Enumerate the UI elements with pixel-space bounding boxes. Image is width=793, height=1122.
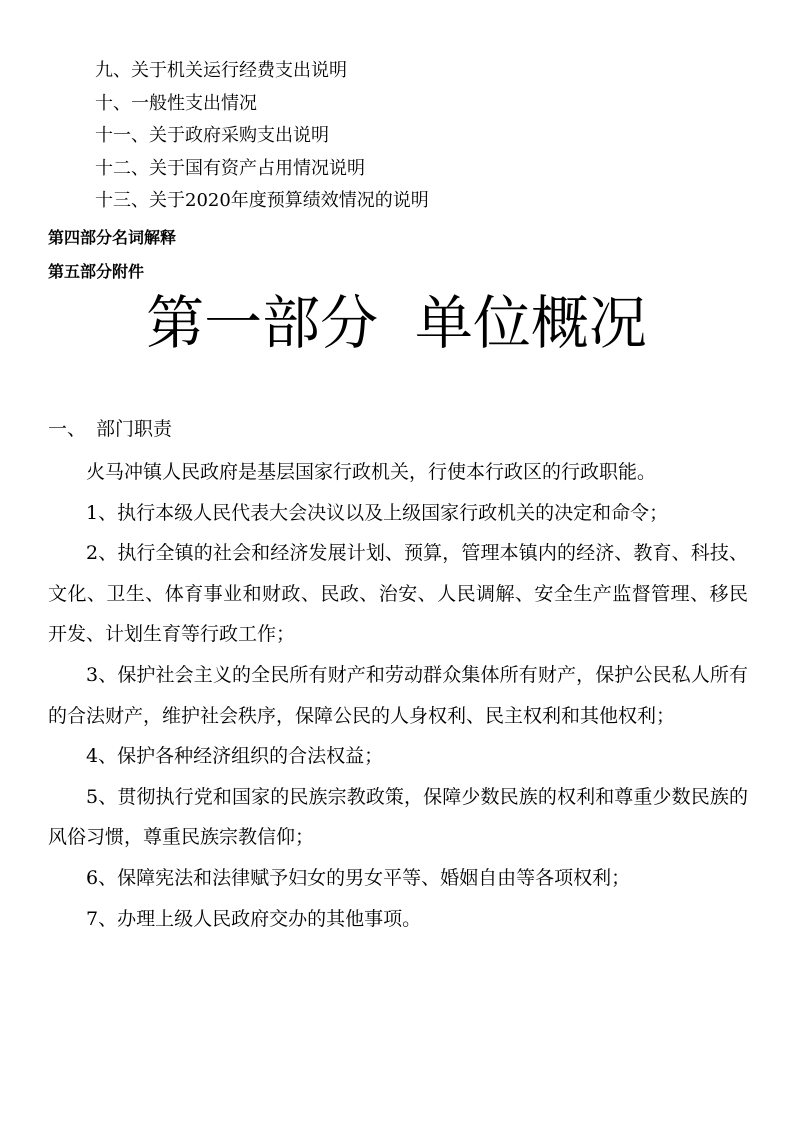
paragraph: 4、保护各种经济组织的合法权益；: [86, 745, 384, 768]
part-five-heading: 第五部分附件: [48, 262, 145, 281]
section-heading: [48, 416, 172, 442]
toc-item: 十二、关于国有资产占用情况说明: [95, 157, 365, 179]
section-title: 部门职责: [96, 418, 173, 440]
paragraph: 3、保护社会主义的全民所有财产和劳动群众集体所有财产，保护公民私人所有的合法财产，维护社会秩序，保障公民的人身权利、民主权利和其他权利；: [48, 663, 748, 727]
paragraph: 火马冲镇人民政府是基层国家行政机关，行使本行政区的行政职能。: [86, 461, 657, 483]
paragraph: 5、贯彻执行党和国家的民族宗教政策，保障少数民族的权利和尊重少数民族的风俗习惯，尊重民族宗教信仰；: [48, 785, 748, 849]
paragraph: 6、保障宪法和法律赋予妇女的男女平等、婚姻自由等各项权利；: [86, 866, 631, 889]
toc-item: 十、一般性支出情况: [95, 92, 257, 114]
paragraph: 1、执行本级人民代表大会决议以及上级国家行政机关的决定和命令；: [86, 501, 669, 524]
paragraph: 7、办理上级人民政府交办的其他事项。: [86, 907, 422, 930]
section-number: 一、: [48, 418, 87, 440]
section-body: [48, 452, 748, 939]
toc-item: 十三、关于2020年度预算绩效情况的说明: [95, 190, 429, 211]
table-of-contents: [95, 55, 735, 218]
page-title: 第一部分 单位概况: [146, 289, 647, 357]
part-four-heading: 第四部分名词解释: [48, 228, 177, 247]
toc-item: 十一、关于政府采购支出说明: [95, 125, 329, 146]
toc-item: 九、关于机关运行经费支出说明: [95, 60, 347, 81]
paragraph: 2、执行全镇的社会和经济发展计划、预算，管理本镇内的经济、教育、科技、文化、卫生、体育事业和财政、民政、治安、人民调解、安全生产监督管理、移民开发、计划生育等行政工作；: [48, 542, 748, 646]
